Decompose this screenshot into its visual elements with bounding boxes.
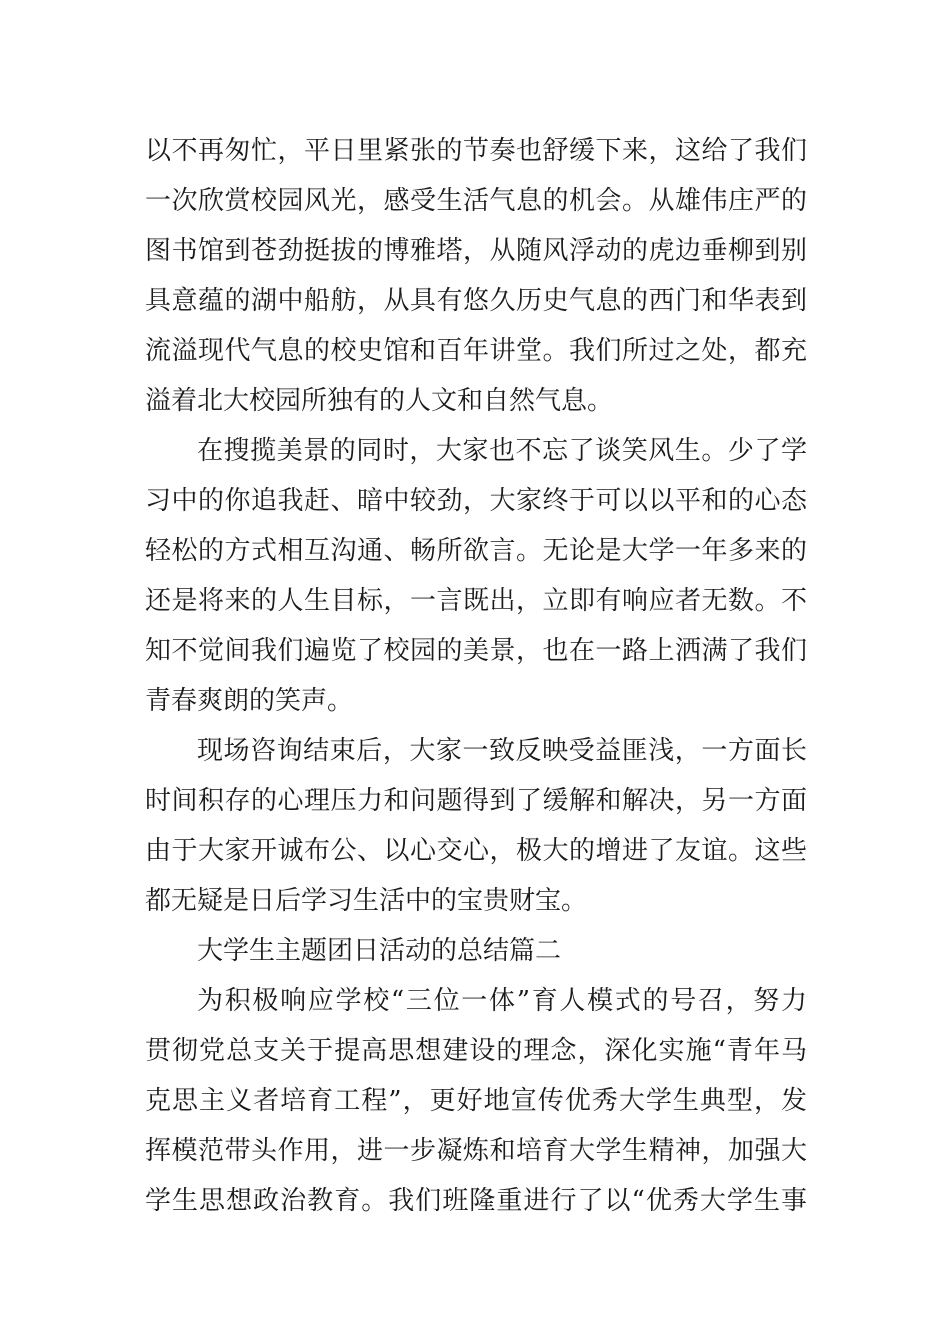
paragraph-line: 一次欣赏校园风光，感受生活气息的机会。从雄伟庄严的: [145, 186, 807, 216]
paragraph-line: 具意蕴的湖中船舫，从具有悠久历史气息的西门和华表到: [145, 286, 807, 316]
paragraph-3: [145, 726, 807, 926]
paragraph-line: 现场咨询结束后，大家一致反映受益匪浅，一方面长: [197, 736, 807, 766]
paragraph-line: 在搜揽美景的同时，大家也不忘了谈笑风生。少了学: [197, 436, 807, 466]
paragraph-line: 习中的你追我赶、暗中较劲，大家终于可以以平和的心态: [145, 486, 807, 516]
paragraph-line: 挥模范带头作用，进一步凝炼和培育大学生精神，加强大: [145, 1136, 807, 1166]
paragraph-line: 轻松的方式相互沟通、畅所欲言。无论是大学一年多来的: [145, 536, 807, 566]
paragraph-line: 贯彻党总支关于提高思想建设的理念，深化实施“青年马: [145, 1036, 807, 1066]
paragraph-line: 流溢现代气息的校史馆和百年讲堂。我们所过之处，都充: [145, 336, 807, 366]
paragraph-line: 以不再匆忙，平日里紧张的节奏也舒缓下来，这给了我们: [145, 136, 807, 166]
paragraph-line: 时间积存的心理压力和问题得到了缓解和解决，另一方面: [145, 786, 807, 816]
paragraph-2: [145, 426, 807, 726]
paragraph-line: 还是将来的人生目标，一言既出，立即有响应者无数。不: [145, 586, 807, 616]
paragraph-line: 为积极响应学校“三位一体”育人模式的号召，努力: [197, 986, 807, 1016]
paragraph-line: 由于大家开诚布公、以心交心，极大的增进了友谊。这些: [145, 836, 807, 866]
paragraph-line: 克思主义者培育工程”，更好地宣传优秀大学生典型，发: [145, 1086, 807, 1116]
paragraph-4: [145, 976, 807, 1226]
paragraph-line: 青春爽朗的笑声。: [145, 686, 354, 716]
paragraph-line: 图书馆到苍劲挺拔的博雅塔，从随风浮动的虎边垂柳到别: [145, 236, 807, 266]
paragraph-line: 溢着北大校园所独有的人文和自然气息。: [145, 386, 614, 416]
document-page: [145, 126, 807, 1226]
paragraph-line: 学生思想政治教育。我们班隆重进行了以“优秀大学生事: [145, 1186, 807, 1216]
paragraph-1: [145, 126, 807, 426]
section-heading: 大学生主题团日活动的总结篇二: [197, 936, 562, 966]
paragraph-line: 知不觉间我们遍览了校园的美景，也在一路上洒满了我们: [145, 636, 807, 666]
paragraph-line: 都无疑是日后学习生活中的宝贵财宝。: [145, 886, 588, 916]
